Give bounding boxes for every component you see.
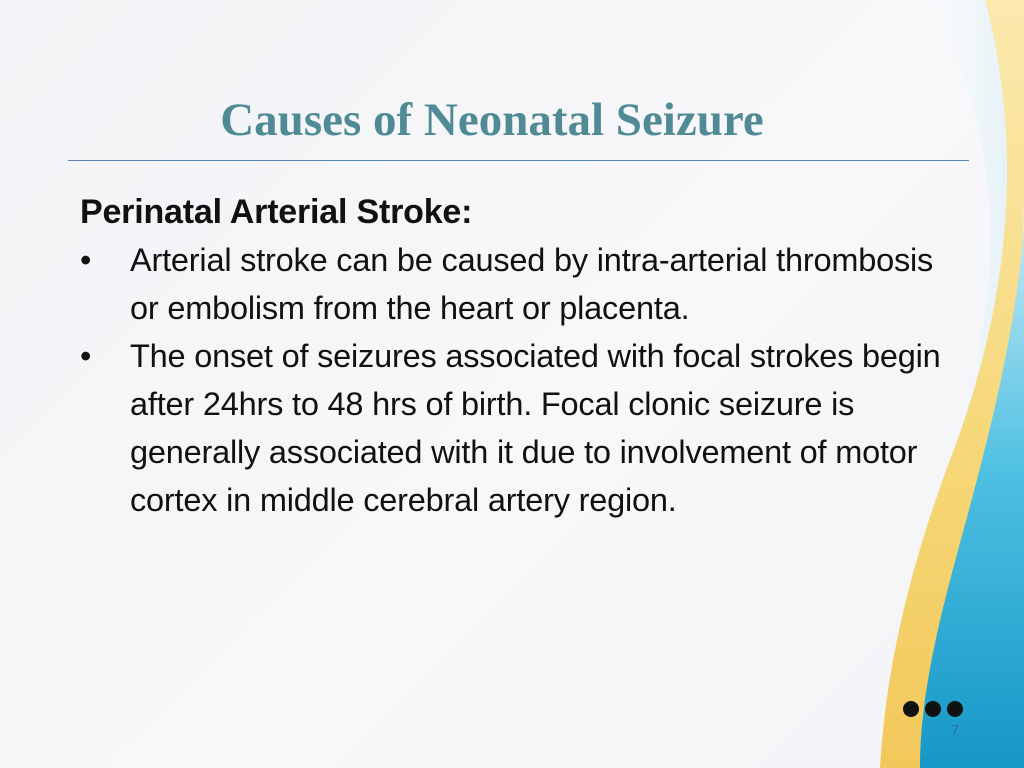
bullet-marker: • (80, 242, 92, 278)
bullet-item (80, 236, 960, 332)
bullet-text: The onset of seizures associated with focal strokes begin after 24hrs to 48 hrs of birth. Focal clonic seizure is generally associated with it due to involvement of motor cortex in middle cerebral artery region. (130, 338, 941, 518)
title-divider (68, 160, 969, 161)
dot (925, 701, 941, 717)
bullet-item (80, 332, 960, 524)
bullet-text: Arterial stroke can be caused by intra-arterial thrombosis or embolism from the heart or placenta. (130, 242, 934, 326)
slide-title: Causes of Neonatal Seizure (220, 94, 764, 146)
page-number: 7 (950, 722, 960, 739)
bullet-marker: • (80, 338, 92, 374)
dot (947, 701, 963, 717)
bullet-list (80, 236, 960, 524)
slide-content (80, 188, 960, 524)
more-dots-icon (903, 700, 963, 718)
section-heading: Perinatal Arterial Stroke: (80, 193, 473, 231)
dot (903, 701, 919, 717)
